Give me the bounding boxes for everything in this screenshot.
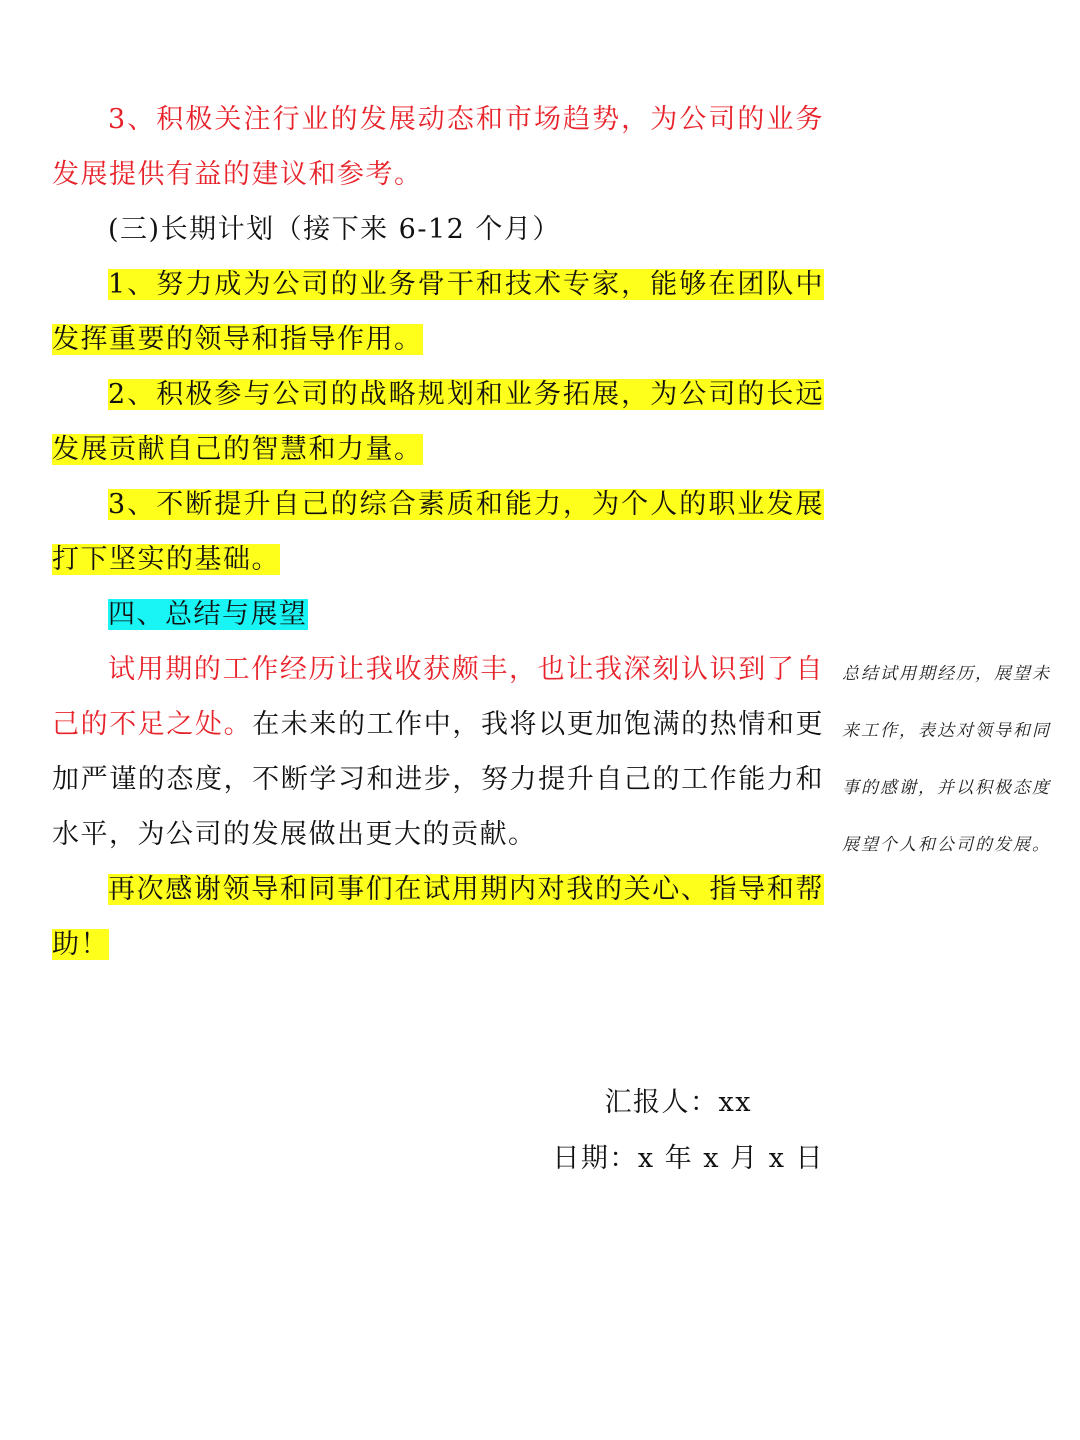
- summary-red-text: 试用期的工作经历让我收获颇丰，也让我深刻认识到了自己的不足之处。: [52, 654, 824, 740]
- thanks-text: 再次感谢领导和同事们在试用期内对我的关心、指导和帮助！: [52, 874, 824, 960]
- long-term-item-2: [52, 367, 824, 477]
- long-term-heading: [52, 202, 824, 257]
- document-body: [52, 92, 824, 972]
- section-4-heading-text: 四、总结与展望: [108, 599, 308, 630]
- mid-term-item-3: [52, 92, 824, 202]
- long-term-item-1-text: 1、努力成为公司的业务骨干和技术专家，能够在团队中发挥重要的领导和指导作用。: [52, 269, 824, 355]
- thanks-paragraph: [52, 862, 824, 972]
- reporter-line: 汇报人：xx: [604, 1087, 752, 1118]
- summary-black-text: 在未来的工作中，我将以更加饱满的热情和更加严谨的态度，不断学习和进步，努力提升自己的工作能力和水平，为公司的发展做出更大的贡献。: [52, 709, 825, 850]
- long-term-heading-text: (三)长期计划（接下来 6-12 个月）: [108, 214, 561, 245]
- handwritten-side-note: 总结试用期经历，展望未来工作，表达对领导和同事的感谢，并以积极态度展望个人和公司的发展。: [842, 664, 1051, 855]
- mid-term-item-3-text: 3、积极关注行业的发展动态和市场趋势，为公司的业务发展提供有益的建议和参考。: [52, 104, 824, 190]
- long-term-item-3-text: 3、不断提升自己的综合素质和能力，为个人的职业发展打下坚实的基础。: [52, 489, 824, 575]
- section-4-heading: [52, 587, 824, 642]
- long-term-item-2-text: 2、积极参与公司的战略规划和业务拓展，为公司的长远发展贡献自己的智慧和力量。: [52, 379, 824, 465]
- long-term-item-3: [52, 477, 824, 587]
- long-term-item-1: [52, 257, 824, 367]
- summary-paragraph: [52, 642, 824, 862]
- date-line: 日期：x 年 x 月 x 日: [552, 1143, 824, 1174]
